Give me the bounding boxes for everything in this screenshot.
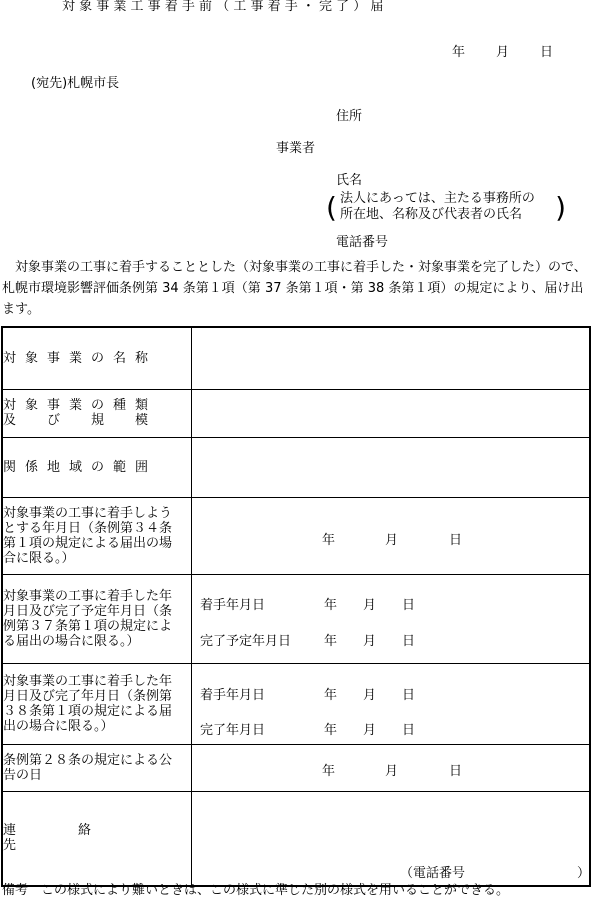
right-paren: ) — [555, 191, 566, 224]
phone-label: 電話番号 — [336, 235, 389, 250]
table-row — [2, 791, 590, 886]
day-label: 日 — [402, 722, 416, 738]
year-label: 年 — [324, 633, 338, 649]
day-label: 日 — [402, 597, 416, 613]
type-scale-line1: 対象事業の種類 — [3, 398, 158, 413]
name-note-line1: 法人にあっては、主たる事務所の — [340, 191, 535, 206]
table-row — [2, 437, 590, 497]
row-label-project-name: 対象事業の名称 — [2, 327, 192, 389]
day-label: 日 — [449, 532, 463, 548]
table-row — [2, 744, 590, 791]
row-label-start-planned-completion: 対象事業の工事に着手した年月日及び完了予定年月日（条例第３７条第１項の規定による届出の場合に限る。） — [2, 574, 192, 663]
announcement-date-field[interactable] — [192, 744, 591, 791]
month-label: 月 — [385, 763, 399, 779]
year-label: 年 — [324, 687, 338, 703]
year-label: 年 — [324, 597, 338, 613]
planned-start-field[interactable] — [192, 497, 591, 574]
year-label: 年 — [322, 763, 336, 779]
business-label: 事業者 — [276, 141, 316, 156]
left-paren: ( — [326, 191, 337, 224]
month-label: 月 — [363, 687, 377, 703]
row-label-planned-start: 対象事業の工事に着手しようとする年月日（条例第３４条第１項の規定による届出の場合に限る。） — [2, 497, 192, 574]
day-label: 日 — [402, 633, 416, 649]
address-label: 住所 — [336, 109, 363, 124]
name-note-line2: 所在地、名称及び代表者の氏名 — [340, 207, 523, 222]
start-date-label: 着手年月日 — [200, 597, 266, 613]
row-label-area: 関係地域の範囲 — [2, 437, 192, 497]
form-table — [1, 326, 591, 887]
table-row — [2, 389, 590, 437]
date-day-label: 日 — [540, 45, 554, 60]
contact-phone-close: ） — [577, 865, 591, 881]
year-label: 年 — [324, 722, 338, 738]
year-label: 年 — [322, 532, 336, 548]
contact-phone-open: （電話番号 — [400, 865, 466, 881]
day-label: 日 — [449, 763, 463, 779]
month-label: 月 — [385, 532, 399, 548]
table-row — [2, 327, 590, 389]
project-name-field[interactable] — [192, 327, 591, 389]
start-planned-completion-field[interactable] — [192, 574, 591, 663]
intro-paragraph: 対象事業の工事に着手することとした（対象事業の工事に着手した・対象事業を完了した）ので、札幌市環境影響評価条例第 34 条第１項（第 37 条第１項・第 38 条第１項）の規定により、届け出ます。 — [2, 260, 587, 317]
day-label: 日 — [402, 687, 416, 703]
name-note — [326, 190, 566, 228]
start-date-label: 着手年月日 — [200, 687, 266, 703]
table-row — [2, 663, 590, 744]
date-month-label: 月 — [496, 45, 510, 60]
table-row — [2, 574, 590, 663]
start-completion-field[interactable] — [192, 663, 591, 744]
contact-field[interactable] — [192, 791, 591, 886]
date-year-label: 年 — [452, 45, 466, 60]
month-label: 月 — [363, 722, 377, 738]
table-row — [2, 497, 590, 574]
month-label: 月 — [363, 633, 377, 649]
planned-completion-label: 完了予定年月日 — [200, 633, 292, 649]
area-field[interactable] — [192, 437, 591, 497]
row-label-contact: 連絡先 — [2, 791, 192, 886]
name-label: 氏名 — [336, 173, 363, 188]
row-label-type-scale — [2, 389, 192, 437]
type-scale-field[interactable] — [192, 389, 591, 437]
footer-note: 備考 この様式により難いときは、この様式に準じた別の様式を用いることができる。 — [2, 883, 510, 898]
type-scale-line2: 及び規模 — [3, 413, 180, 428]
addressee: (宛先)札幌市長 — [31, 76, 120, 91]
completion-date-label: 完了年月日 — [200, 722, 266, 738]
row-label-start-completion: 対象事業の工事に着手した年月日及び完了年月日（条例第３８条第１項の規定による届出の場合に限る。） — [2, 663, 192, 744]
form-title: 対 象 事 業 工 事 着 手 前 （ 工 事 着 手 ・ 完 了 ） 届 — [62, 0, 384, 14]
month-label: 月 — [363, 597, 377, 613]
row-label-announcement-date: 条例第２８条の規定による公告の日 — [2, 744, 192, 791]
